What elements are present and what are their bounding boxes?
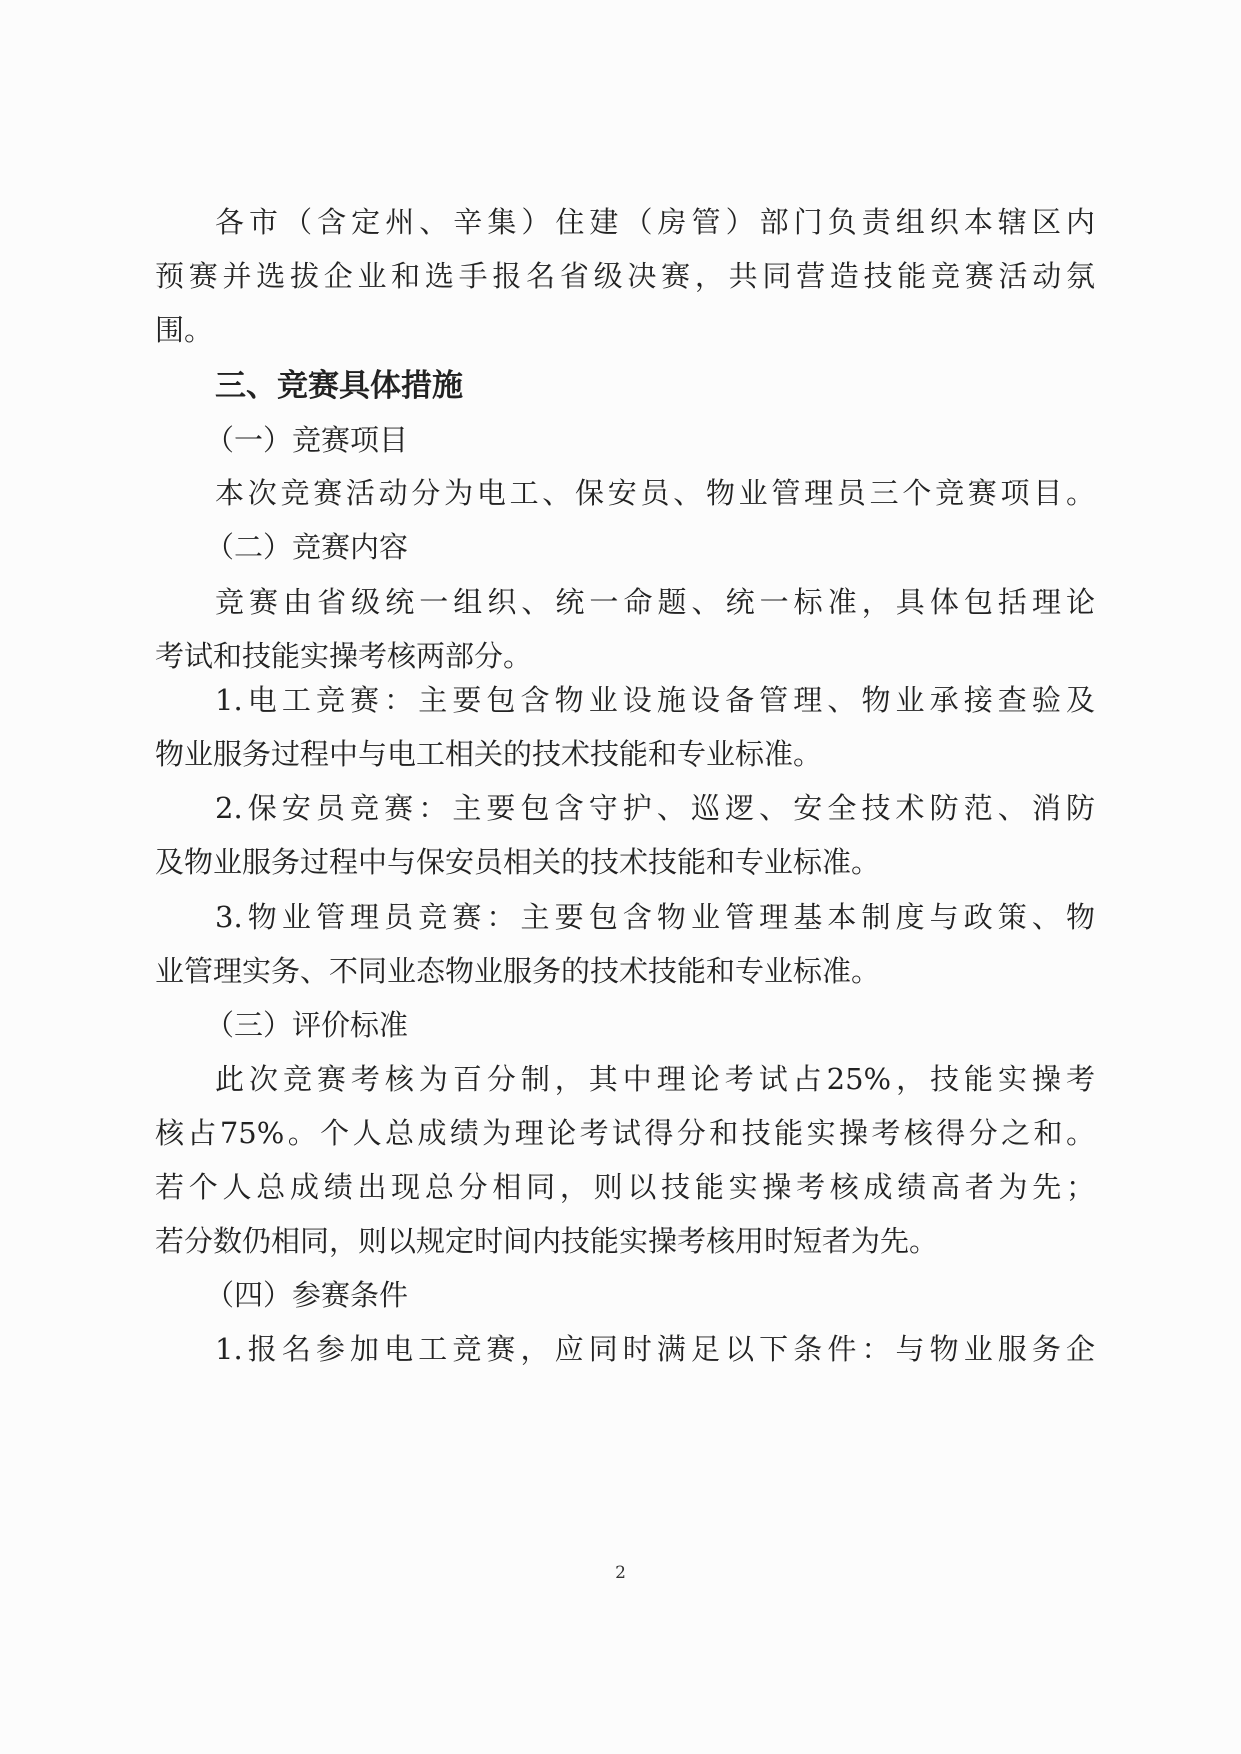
subsection-3-title: （三）评价标准 <box>205 1008 409 1042</box>
subsection-3-line-3: 若个人总成绩出现总分相同，则以技能实操考核成绩高者为先； <box>155 1170 1095 1204</box>
page-number: 2 <box>615 1563 626 1583</box>
section-title: 三、竞赛具体措施 <box>215 368 463 404</box>
item-1-line-1: 1.电工竞赛：主要包含物业设施设备管理、物业承接查验及 <box>215 683 1095 717</box>
subsection-1-title: （一）竞赛项目 <box>205 423 409 457</box>
subsection-3-line-2: 核占75%。个人总成绩为理论考试得分和技能实操考核得分之和。 <box>155 1116 1095 1150</box>
subsection-4-line-1: 1.报名参加电工竞赛，应同时满足以下条件：与物业服务企 <box>215 1332 1095 1366</box>
item-2-line-1: 2.保安员竞赛：主要包含守护、巡逻、安全技术防范、消防 <box>215 791 1095 825</box>
subsection-3-line-1: 此次竞赛考核为百分制，其中理论考试占25%，技能实操考 <box>215 1062 1095 1096</box>
item-1-line-2: 物业服务过程中与电工相关的技术技能和专业标准。 <box>155 737 823 771</box>
subsection-1-text: 本次竞赛活动分为电工、保安员、物业管理员三个竞赛项目。 <box>215 476 1095 510</box>
item-2-line-2: 及物业服务过程中与保安员相关的技术技能和专业标准。 <box>155 845 881 879</box>
subsection-2-line-1: 竞赛由省级统一组织、统一命题、统一标准，具体包括理论 <box>215 585 1095 619</box>
subsection-4-title: （四）参赛条件 <box>205 1278 409 1312</box>
subsection-2-line-2: 考试和技能实操考核两部分。 <box>155 639 533 673</box>
subsection-2-title: （二）竞赛内容 <box>205 530 409 564</box>
item-3-line-1: 3.物业管理员竞赛：主要包含物业管理基本制度与政策、物 <box>215 900 1095 934</box>
intro-line-1: 各市（含定州、辛集）住建（房管）部门负责组织本辖区内 <box>215 205 1095 239</box>
intro-line-2: 预赛并选拔企业和选手报名省级决赛，共同营造技能竞赛活动氛 <box>155 259 1095 293</box>
item-3-line-2: 业管理实务、不同业态物业服务的技术技能和专业标准。 <box>155 954 881 988</box>
intro-line-3: 围。 <box>155 313 214 347</box>
subsection-3-line-4: 若分数仍相同，则以规定时间内技能实操考核用时短者为先。 <box>155 1224 939 1258</box>
